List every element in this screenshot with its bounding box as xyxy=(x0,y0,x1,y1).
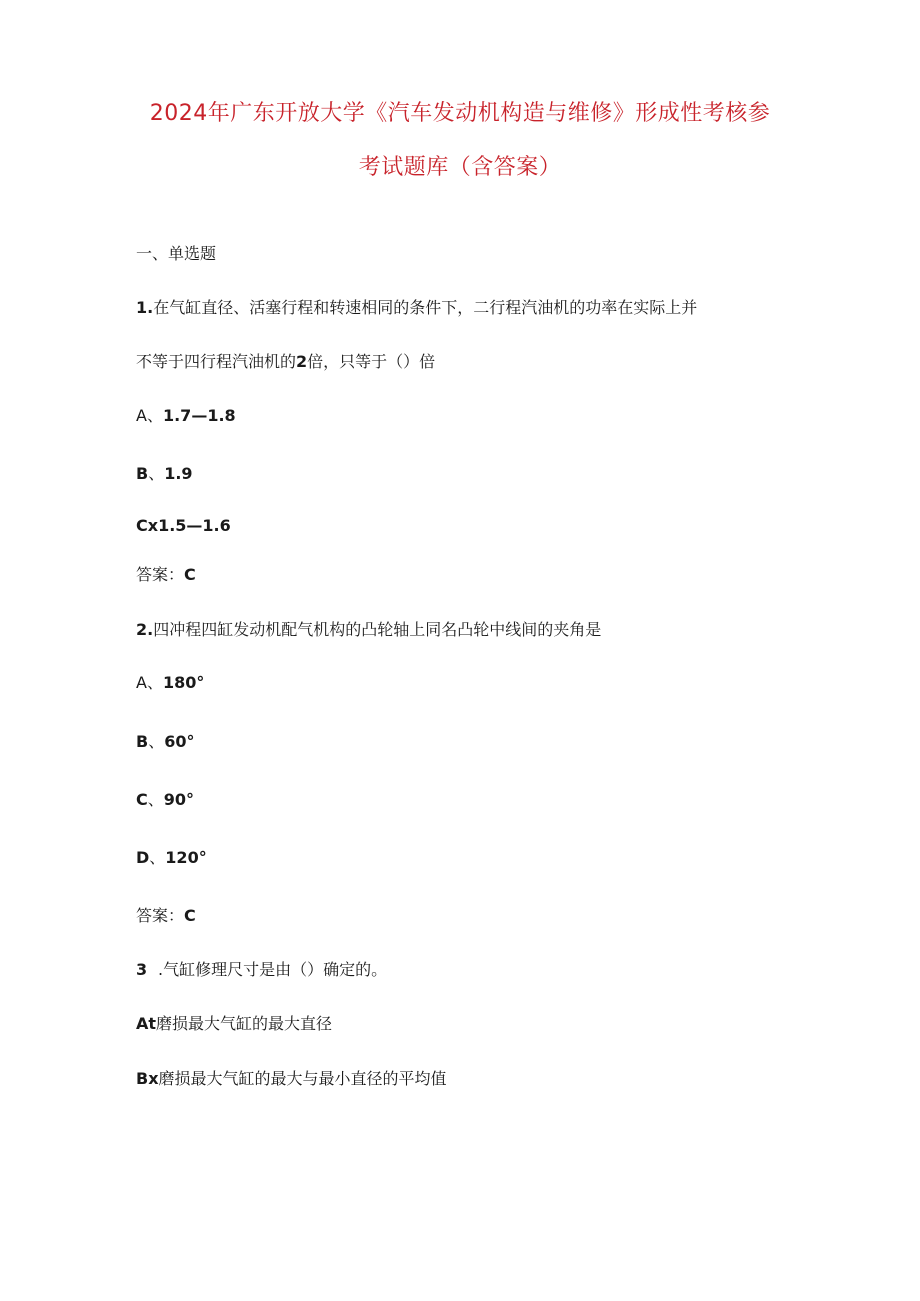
question-1-option-c xyxy=(136,515,231,537)
option-letter: B xyxy=(136,464,149,483)
option-separator: 、 xyxy=(146,406,163,425)
option-letter: C xyxy=(136,790,148,809)
question-number: 2. xyxy=(136,620,154,639)
question-text: 在气缸直径、活塞行程和转速相同的条件下，二行程汽油机的功率在实际上并 xyxy=(153,298,698,317)
option-letter: B xyxy=(136,732,149,751)
question-2-stem xyxy=(136,619,601,641)
document-title-line-2: 考试题库（含答案） xyxy=(358,155,562,180)
option-separator: 、 xyxy=(146,673,163,692)
option-letter: A xyxy=(136,673,147,692)
document-title-line-1: 2024年广东开放大学《汽车发动机构造与维修》形成性考核参 xyxy=(149,101,771,126)
option-separator: 、 xyxy=(148,732,165,751)
answer-value: C xyxy=(184,906,196,925)
section-heading: 一、单选题 xyxy=(136,244,217,263)
option-separator: 、 xyxy=(148,464,165,483)
option-text: 120° xyxy=(165,848,207,867)
question-text: .气缸修理尺寸是由（）确定的。 xyxy=(158,960,388,979)
answer-label: 答案： xyxy=(136,565,185,584)
question-1-option-a xyxy=(136,405,236,427)
option-letter: D xyxy=(136,848,150,867)
option-text: 60° xyxy=(164,732,195,751)
answer-value: C xyxy=(184,565,196,584)
question-text: 四冲程四缸发动机配气机构的凸轮轴上同名凸轮中线间的夹角是 xyxy=(153,620,602,639)
option-separator: x xyxy=(147,516,159,535)
question-3-stem xyxy=(136,959,387,981)
answer-label: 答案： xyxy=(136,906,185,925)
question-1-option-b xyxy=(136,463,193,485)
question-2-option-b xyxy=(136,731,194,753)
question-2-answer xyxy=(136,905,196,927)
option-letter: At xyxy=(136,1014,157,1033)
option-text: 磨损最大气缸的最大直径 xyxy=(156,1014,333,1033)
option-letter: A xyxy=(136,406,147,425)
option-text: 180° xyxy=(162,673,205,692)
option-letter: C xyxy=(136,516,148,535)
question-2-option-d xyxy=(136,847,207,869)
option-text: 1.9 xyxy=(164,464,193,483)
question-1-stem-line-1 xyxy=(136,297,697,319)
question-3-option-a xyxy=(136,1013,332,1035)
question-1-answer xyxy=(136,564,196,586)
option-text: 1.5—1.6 xyxy=(158,516,231,535)
question-text: 不等于四行程汽油机的 xyxy=(136,352,297,371)
option-text: 磨损最大气缸的最大与最小直径的平均值 xyxy=(158,1069,447,1088)
question-2-option-a xyxy=(136,672,204,694)
question-text-number: 2 xyxy=(296,352,308,371)
question-3-option-b xyxy=(136,1068,447,1090)
question-1-stem-line-2 xyxy=(136,351,435,373)
question-2-option-c xyxy=(136,789,194,811)
option-text: 1.7—1.8 xyxy=(162,406,236,425)
option-letter: Bx xyxy=(136,1069,159,1088)
option-separator: 、 xyxy=(147,790,164,809)
option-text: 90° xyxy=(163,790,195,809)
question-text: 倍，只等于（）倍 xyxy=(307,352,436,371)
question-number: 3 xyxy=(136,960,148,979)
question-number: 1. xyxy=(136,298,154,317)
option-separator: 、 xyxy=(149,848,166,867)
